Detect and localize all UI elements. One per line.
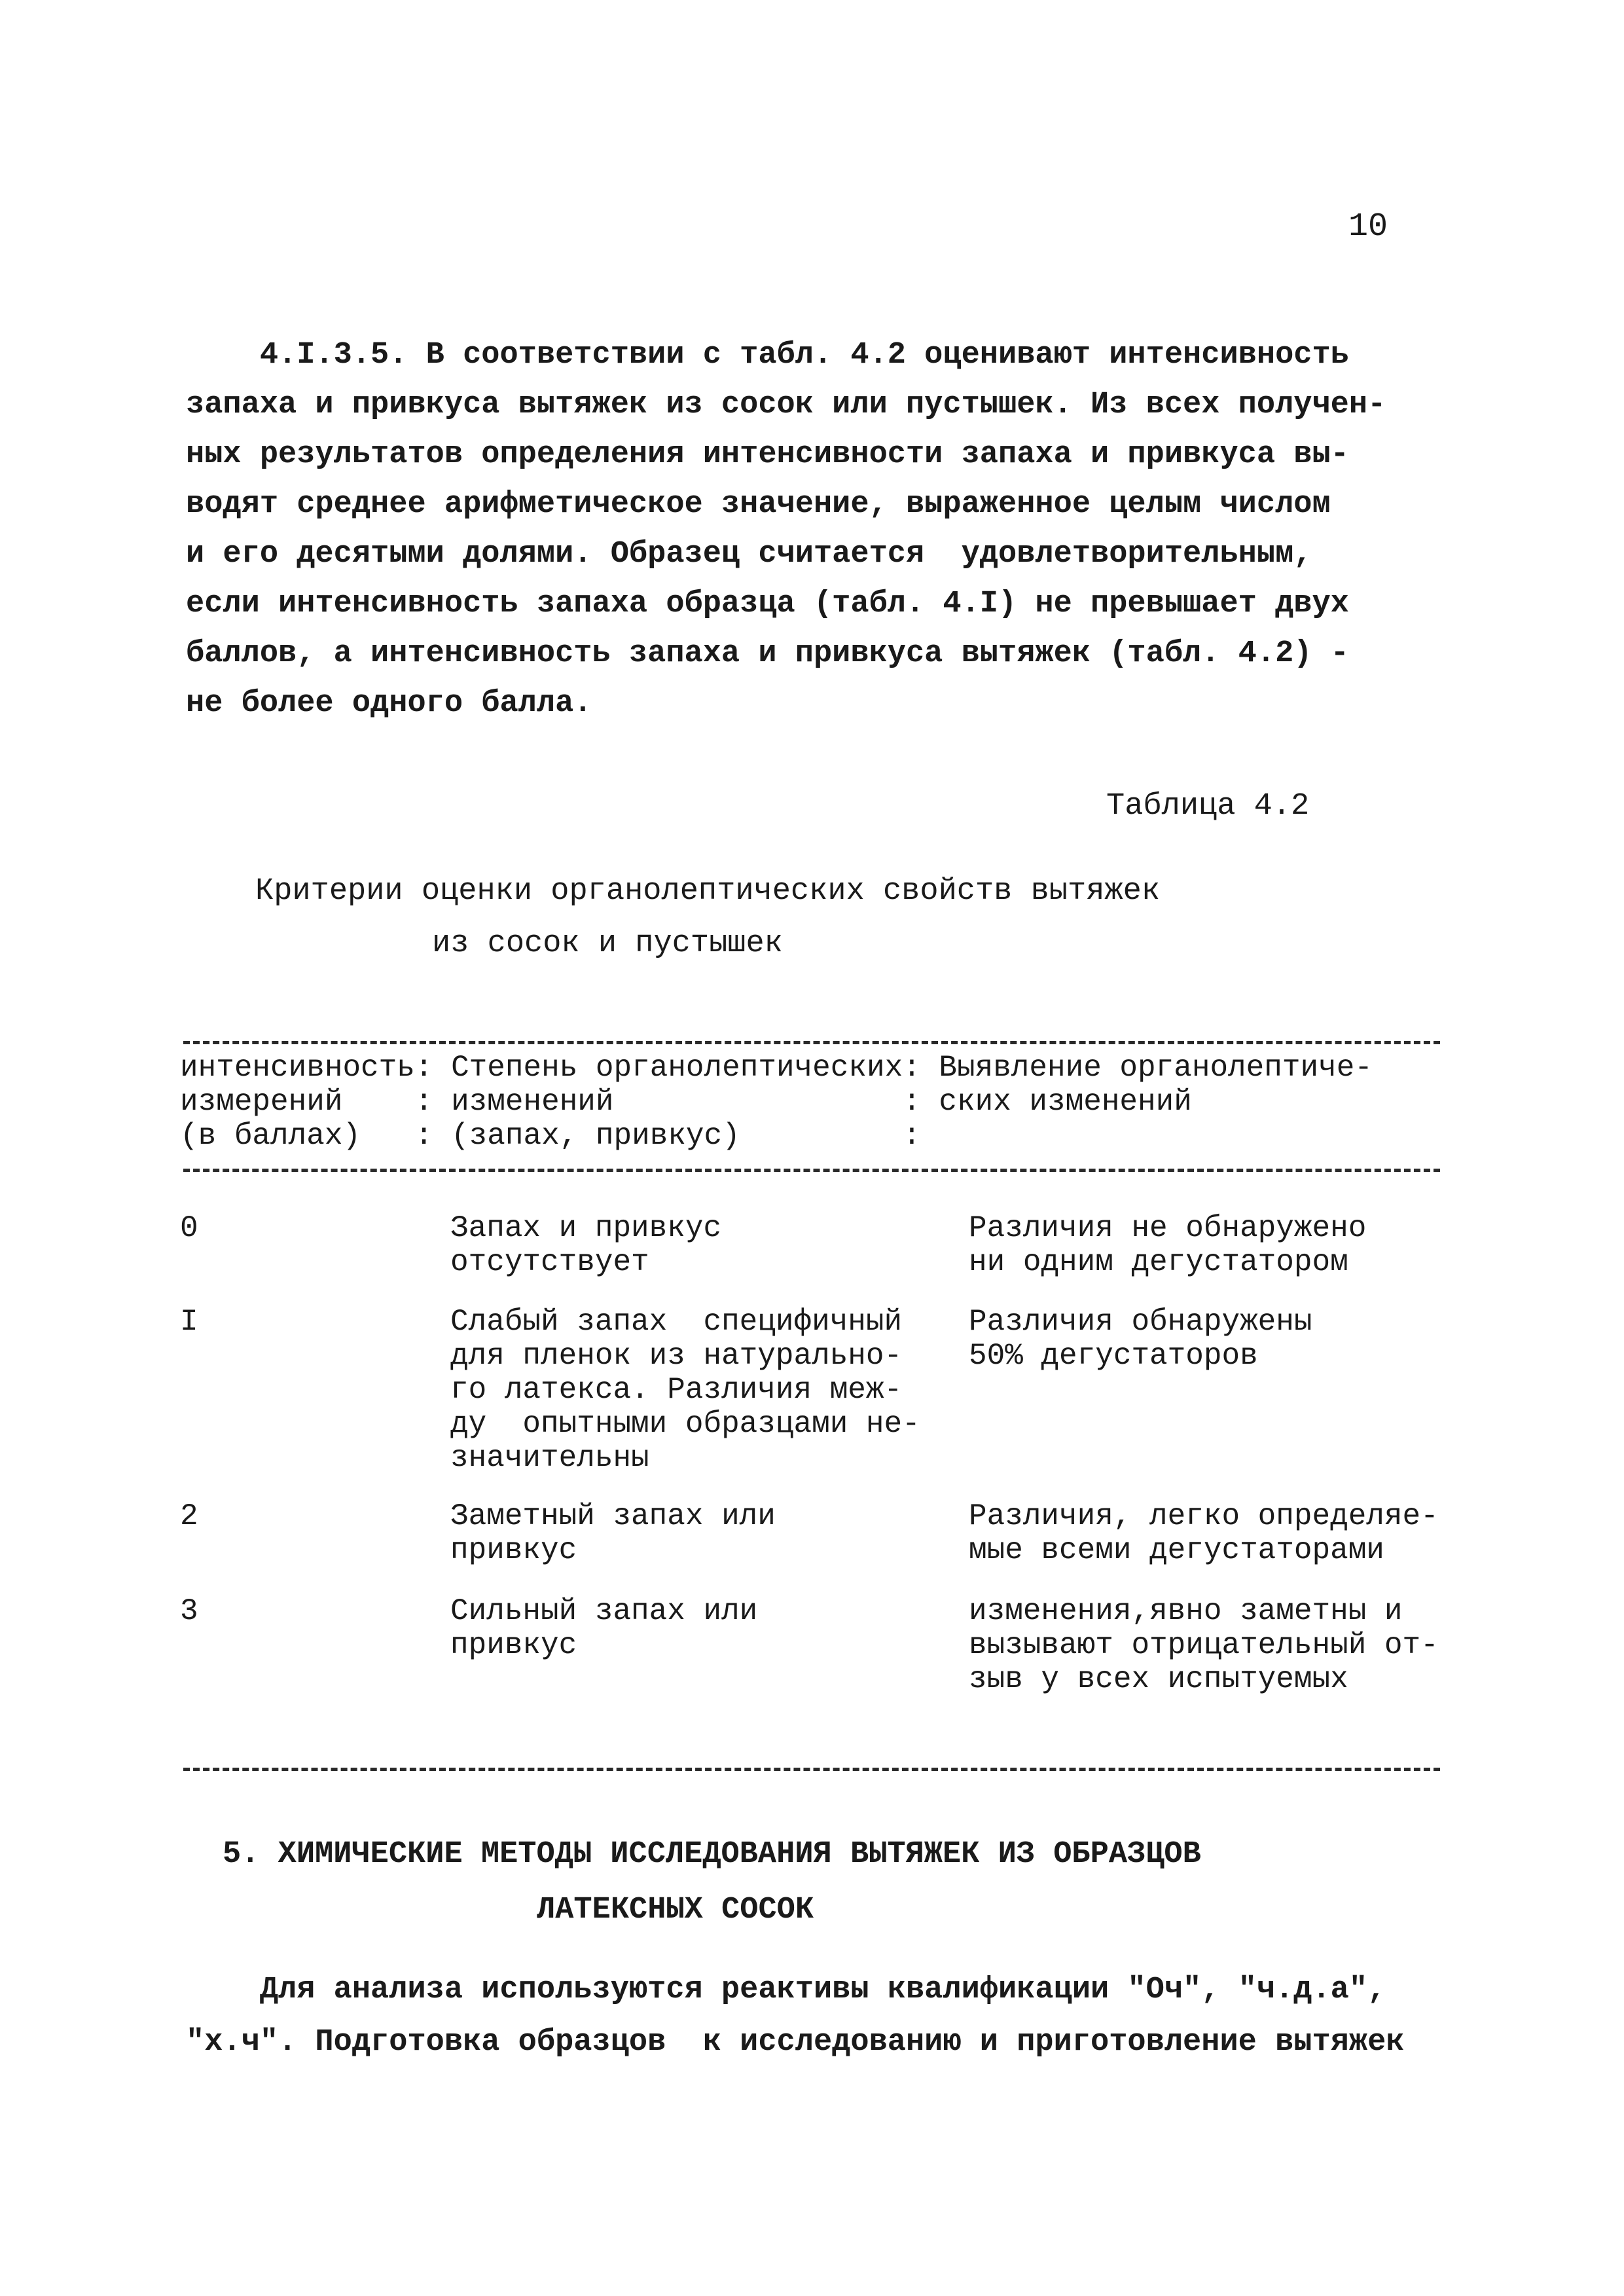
score-cell: 2	[180, 1499, 198, 1533]
table-header-rule	[183, 1169, 1440, 1172]
table-bottom-rule	[183, 1768, 1440, 1771]
degree-cell: Слабый запах специфичный для пленок из натурально- го латекса. Различия меж- ду опытными образцами не- значительны	[450, 1305, 920, 1475]
degree-cell: Заметный запах или привкус	[450, 1499, 776, 1567]
detection-cell: Различия обнаружены 50% дегустаторов	[969, 1305, 1312, 1373]
detection-cell: Различия не обнаружено ни одним дегустатором	[969, 1211, 1367, 1279]
paragraph-line: Для анализа используются реактивы квалификации "Оч", "ч.д.а",	[186, 1973, 1386, 2007]
bottom-paragraph	[186, 1964, 1462, 2069]
paragraph-line: не более одного балла.	[186, 686, 592, 721]
table-header-line: (в баллах) : (запах, привкус) :	[180, 1119, 921, 1153]
paragraph-line: ных результатов определения интенсивности запаха и привкуса вы-	[186, 437, 1349, 472]
table-header-line: интенсивность: Степень органолептических: Выявление органолептиче-	[180, 1051, 1373, 1085]
main-paragraph	[186, 331, 1430, 729]
section-heading	[223, 1827, 1201, 1938]
section-heading-line: 5. ХИМИЧЕСКИЕ МЕТОДЫ ИССЛЕДОВАНИЯ ВЫТЯЖЕК ИЗ ОБРАЗЦОВ	[223, 1837, 1201, 1872]
page-number: 10	[1348, 208, 1388, 246]
table-top-rule	[183, 1041, 1440, 1044]
score-cell: 0	[180, 1211, 198, 1245]
degree-cell: Сильный запах или привкус	[450, 1594, 758, 1662]
paragraph-line: "х.ч". Подготовка образцов к исследованию и приготовление вытяжек	[186, 2025, 1405, 2060]
paragraph-line: водят среднее арифметическое значение, выраженное целым числом	[186, 487, 1331, 522]
section-heading-line: ЛАТЕКСНЫХ СОСОК	[537, 1893, 814, 1927]
table-title-line: из сосок и пустышек	[432, 926, 783, 961]
table-header-line: измерений : изменений : ских изменений	[180, 1085, 1192, 1119]
paragraph-line: если интенсивность запаха образца (табл. 4.I) не превышает двух	[186, 587, 1349, 621]
table-title	[255, 866, 1160, 970]
paragraph-line: и его десятыми долями. Образец считается удовлетворительным,	[186, 537, 1312, 572]
table-label: Таблица 4.2	[1106, 789, 1310, 824]
detection-cell: Различия, легко определяе- мые всеми дегустаторами	[969, 1499, 1439, 1567]
detection-cell: изменения,явно заметны и вызывают отрицательный от- зыв у всех испытуемых	[969, 1594, 1439, 1696]
degree-cell: Запах и привкус отсутствует	[450, 1211, 722, 1279]
score-cell: I	[180, 1305, 198, 1339]
table-title-line: Критерии оценки органолептических свойств вытяжек	[255, 874, 1161, 909]
paragraph-line: 4.I.3.5. В соответствии с табл. 4.2 оценивают интенсивность	[186, 338, 1349, 373]
score-cell: 3	[180, 1594, 198, 1628]
paragraph-line: запаха и привкуса вытяжек из сосок или пустышек. Из всех получен-	[186, 388, 1386, 422]
paragraph-line: баллов, а интенсивность запаха и привкуса вытяжек (табл. 4.2) -	[186, 636, 1349, 671]
